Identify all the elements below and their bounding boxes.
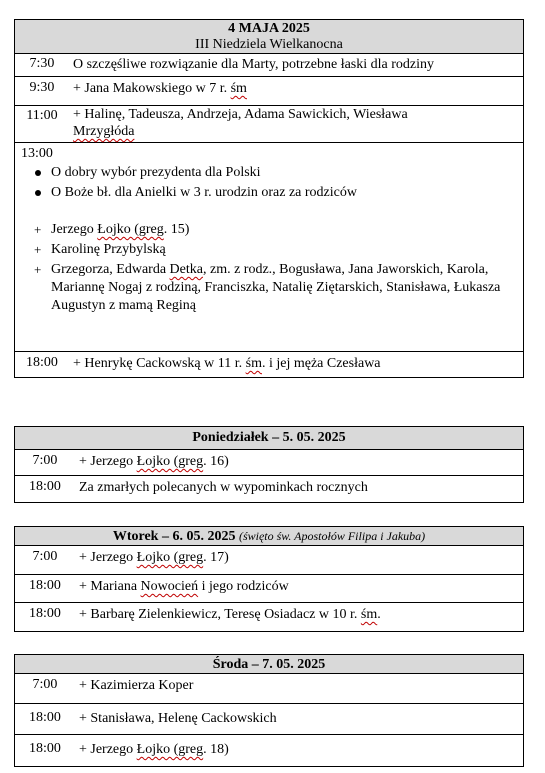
- mass-intention: + Barbarę Zielenkiewicz, Teresę Osiadacz w 10 r. śm.: [79, 607, 381, 622]
- sunday-subtitle: III Niedziela Wielkanocna: [195, 37, 343, 52]
- wednesday-table: [14, 654, 524, 767]
- list-item: + Karolinę Przybylską: [15, 241, 523, 259]
- mass-time: 18:00: [29, 606, 61, 621]
- monday-table: [14, 426, 524, 503]
- mass-intention: + Jerzego Łojko (greg. 16): [79, 454, 229, 469]
- mass-time: 18:00: [29, 710, 61, 725]
- mass-time: 9:30: [29, 80, 55, 95]
- tuesday-table: [14, 526, 524, 632]
- table-row: [15, 77, 523, 106]
- mass-intention: Za zmarłych polecanych w wypominkach rocznych: [79, 480, 368, 495]
- mass-time: 18:00: [29, 479, 61, 494]
- deceased-list: [15, 221, 523, 315]
- table-row: [15, 735, 523, 766]
- mass-intention: + Kazimierza Koper: [79, 678, 194, 693]
- mass-time: 7:30: [29, 56, 55, 71]
- mass-intention: + Jerzego Łojko (greg. 17): [79, 550, 229, 565]
- mass-time: 18:00: [29, 741, 61, 756]
- table-row: [15, 106, 523, 143]
- table-row: [15, 450, 523, 476]
- table-row: [15, 546, 523, 575]
- table-row-13: [15, 143, 523, 352]
- mass-intention: + Jerzego Łojko (greg. 18): [79, 742, 229, 757]
- mass-time: 18:00: [29, 578, 61, 593]
- list-item: + Jerzego Łojko (greg. 15): [15, 221, 523, 239]
- sunday-header: [15, 20, 523, 54]
- tuesday-header: [15, 527, 523, 546]
- intention-list: [15, 164, 523, 202]
- mass-intention: + Stanisława, Helenę Cackowskich: [79, 711, 277, 726]
- tuesday-feast-note: (święto św. Apostołów Filipa i Jakuba): [238, 529, 426, 543]
- mass-intention: + Jana Makowskiego w 7 r. śm: [73, 81, 247, 96]
- monday-header: [15, 427, 523, 450]
- sunday-title: 4 MAJA 2025: [228, 21, 310, 36]
- list-item: O Boże bł. dla Anielki w 3 r. urodzin oraz za rodziców: [15, 184, 523, 202]
- mass-intention: O szczęśliwe rozwiązanie dla Marty, potrzebne łaski dla rodziny: [73, 57, 434, 72]
- table-row: [15, 674, 523, 704]
- list-item: + Grzegorza, Edwarda Detka, zm. z rodz., Bogusława, Jana Jaworskich, Karola, Mariannę Nogaj z rodziną, Franciszka, Natalię Ziętarskich, Stanisława, Łukasza Augustyn z mamą Reginą: [15, 261, 523, 315]
- table-row: [15, 603, 523, 631]
- table-row: [15, 575, 523, 603]
- mass-time: 13:00: [21, 146, 53, 161]
- mass-time: 18:00: [26, 355, 58, 370]
- mass-time: 7:00: [32, 453, 58, 468]
- wednesday-title: Środa – 7. 05. 2025: [212, 657, 326, 672]
- mass-time: 7:00: [32, 677, 58, 692]
- mass-time: 11:00: [26, 108, 58, 123]
- mass-time: 7:00: [32, 549, 58, 564]
- table-row: [15, 476, 523, 502]
- monday-title: Poniedziałek – 5. 05. 2025: [192, 430, 346, 445]
- list-item: O dobry wybór prezydenta dla Polski: [15, 164, 523, 182]
- mass-intention: + Halinę, Tadeusza, Andrzeja, Adama Sawickich, Wiesława Mrzygłóda: [73, 107, 408, 139]
- table-row: [15, 54, 523, 77]
- mass-intention: + Henrykę Cackowską w 11 r. śm. i jej męża Czesława: [73, 356, 381, 371]
- tuesday-title: Wtorek – 6. 05. 2025: [112, 529, 236, 544]
- sunday-table: [14, 19, 524, 378]
- table-row: [15, 352, 523, 377]
- wednesday-header: [15, 655, 523, 674]
- mass-intention: + Mariana Nowocień i jego rodziców: [79, 579, 289, 594]
- table-row: [15, 704, 523, 735]
